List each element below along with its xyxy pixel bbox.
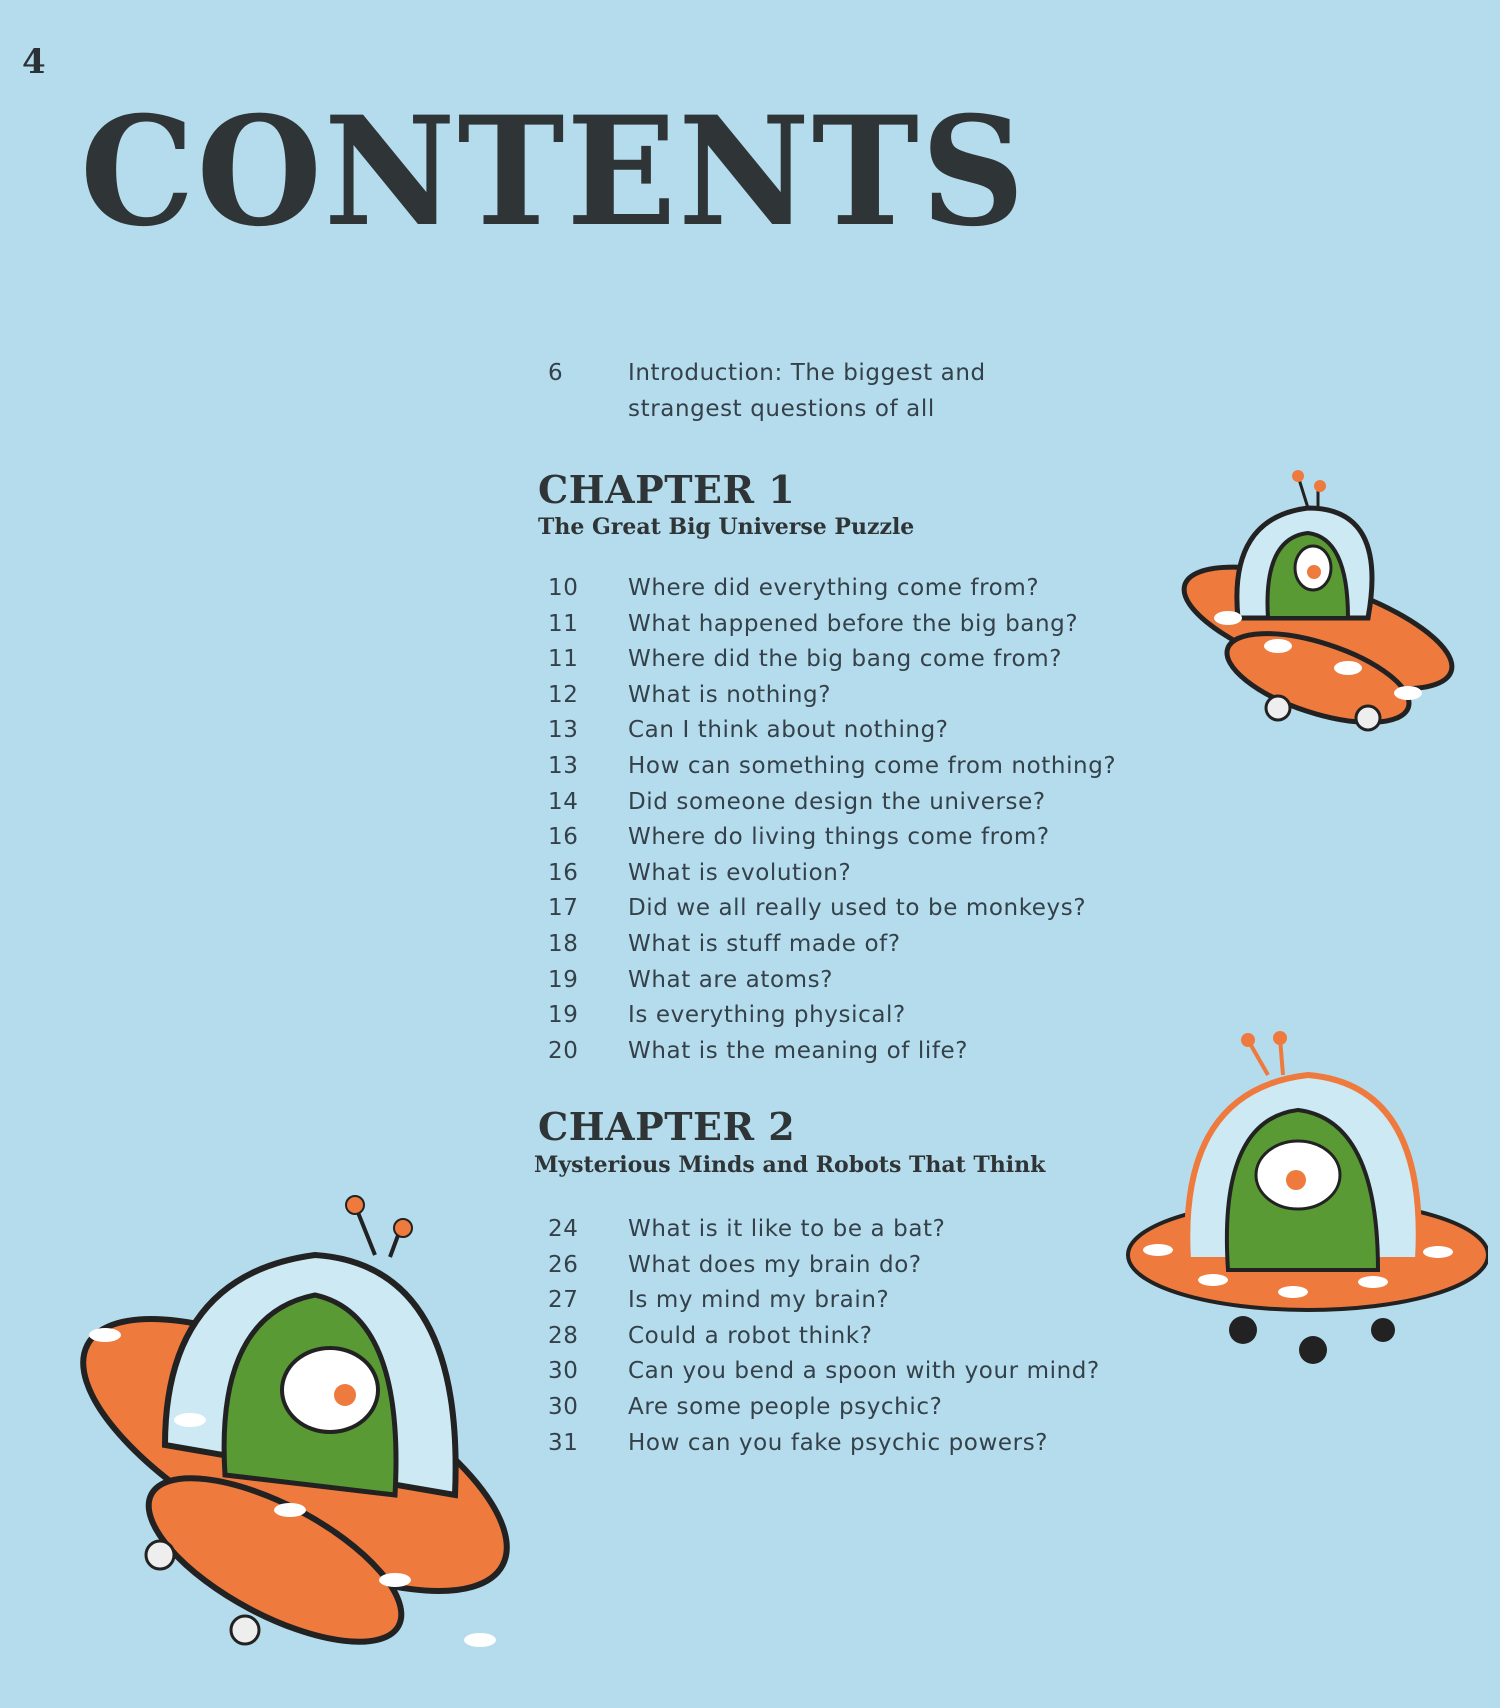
toc-page-number: 13 xyxy=(548,717,579,744)
alien-ufo-bottom-left-illustration xyxy=(55,1195,535,1665)
toc-page-number: 20 xyxy=(548,1037,579,1064)
toc-page-number: 17 xyxy=(548,895,579,922)
chapter-subtitle: The Great Big Universe Puzzle xyxy=(538,514,915,540)
toc-page-number: 30 xyxy=(548,1358,579,1385)
toc-page-number: 28 xyxy=(548,1322,579,1349)
toc-entry-title: Where do living things come from? xyxy=(628,824,1050,851)
toc-entry-title: What is nothing? xyxy=(628,681,832,708)
toc-page-number: 13 xyxy=(548,753,579,779)
toc-entry-title: Introduction: The biggest and strangest questions of all xyxy=(628,360,986,422)
toc-entry-title: How can you fake psychic powers? xyxy=(628,1429,1049,1456)
alien-ufo-top-right-illustration xyxy=(1168,468,1458,738)
toc-entry-title: Where did the big bang come from? xyxy=(628,646,1063,673)
toc-page-number: 16 xyxy=(548,859,579,886)
toc-entry-title: What is it like to be a bat? xyxy=(628,1216,946,1242)
chapter-subtitle: Mysterious Minds and Robots That Think xyxy=(534,1152,1046,1178)
toc-entry-title: Can you bend a spoon with your mind? xyxy=(628,1358,1100,1385)
toc-page-number: 16 xyxy=(548,824,579,851)
toc-entry-title: What is evolution? xyxy=(628,859,852,886)
toc-entry-title: Is everything physical? xyxy=(628,1002,906,1029)
toc-entry-title: How can something come from nothing? xyxy=(628,753,1117,779)
toc-page-number: 6 xyxy=(548,360,564,386)
chapter-heading: CHAPTER 1 xyxy=(538,467,796,512)
toc-page-number: 11 xyxy=(548,646,579,673)
toc-entry-title: Are some people psychic? xyxy=(628,1394,943,1420)
page-number: 4 xyxy=(22,42,46,82)
toc-entry-title: What does my brain do? xyxy=(628,1251,922,1278)
toc-page-number: 19 xyxy=(548,1002,579,1029)
toc-page-number: 24 xyxy=(548,1216,579,1242)
chapter-heading: CHAPTER 2 xyxy=(538,1104,796,1149)
toc-entry-title: Did we all really used to be monkeys? xyxy=(628,895,1087,922)
toc-page-number: 30 xyxy=(548,1394,579,1420)
toc-entry-title: Is my mind my brain? xyxy=(628,1287,890,1314)
alien-ufo-middle-right-illustration xyxy=(1118,1030,1488,1370)
toc-entry-title: What happened before the big bang? xyxy=(628,610,1079,637)
toc-entry-title: Can I think about nothing? xyxy=(628,717,949,744)
toc-page-number: 10 xyxy=(548,575,579,601)
toc-page-number: 12 xyxy=(548,681,579,708)
toc-entry-title: Could a robot think? xyxy=(628,1322,873,1349)
toc-page-number: 18 xyxy=(548,931,579,957)
toc-page-number: 31 xyxy=(548,1429,579,1456)
toc-entry-title: What is the meaning of life? xyxy=(628,1037,969,1064)
toc-page-number: 19 xyxy=(548,966,579,993)
toc-entry-title: Did someone design the universe? xyxy=(628,788,1046,815)
toc-page-number: 27 xyxy=(548,1287,579,1314)
toc-entry-title: What is stuff made of? xyxy=(628,931,901,957)
toc-page-number: 11 xyxy=(548,610,579,637)
toc-page-number: 26 xyxy=(548,1251,579,1278)
page-title: CONTENTS xyxy=(80,84,1027,260)
toc-entry-title: Where did everything come from? xyxy=(628,575,1040,601)
toc-entry-title: What are atoms? xyxy=(628,966,834,993)
toc-page-number: 14 xyxy=(548,788,579,815)
